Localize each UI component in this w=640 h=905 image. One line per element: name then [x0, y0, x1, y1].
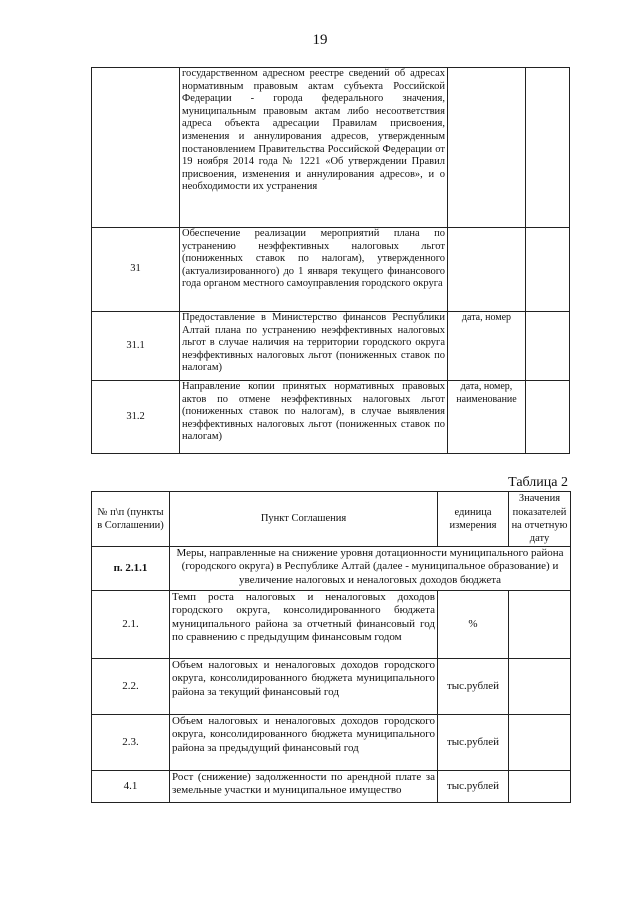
row-unit	[448, 68, 526, 228]
row-text: Рост (снижение) задолженности по арендной плате за земельные участки и муниципальное имущество	[170, 771, 438, 803]
table-row	[92, 381, 570, 454]
row-value	[509, 715, 571, 771]
row-number	[92, 68, 180, 228]
row-number: 31.1	[92, 312, 180, 381]
header-value: Значения показателей на отчетную дату	[509, 492, 571, 547]
indicators-table	[91, 491, 571, 803]
row-text: государственном адресном реестре сведений об адресах нормативным правовым актам субъекта Российской Федерации - города федерального значения, муниципальным правовым актам либо несоответствия адреса объекта адресации Правилам присвоения, изменения и аннулирования адресов, утвержденным постановлением Правительства Российской Федерации от 19 ноября 2014 года № 1221 «Об утверждении Правил присвоения, изменения и аннулирования адресов», и о необходимости их устранения	[180, 68, 448, 228]
row-value	[526, 228, 570, 312]
row-text: Темп роста налоговых и неналоговых доходов городского округа, консолидированного бюджета муниципального района за отчетный финансовый год по сравнению с предыдущим финансовым годом	[170, 591, 438, 659]
section-text: Меры, направленные на снижение уровня дотационности муниципального района (городского округа) в Республике Алтай (далее - муниципальное образование) и увеличение налоговых и неналоговых доходов бюджета	[170, 547, 571, 591]
row-number: 2.1.	[92, 591, 170, 659]
row-number: 2.3.	[92, 715, 170, 771]
table-row	[92, 68, 570, 228]
table-row	[92, 228, 570, 312]
table-caption: Таблица 2	[508, 475, 568, 490]
row-unit	[448, 228, 526, 312]
row-unit: тыс.рублей	[438, 771, 509, 803]
row-text: Обеспечение реализации мероприятий плана по устранению неэффективных налоговых льгот (пониженных ставок по налогам), утвержденного (актуализированного) до 1 января текущего финансового года органом местного самоуправления городского округа	[180, 228, 448, 312]
row-unit: дата, номер, наименование	[448, 381, 526, 454]
row-text: Объем налоговых и неналоговых доходов городского округа, консолидированного бюджета муниципального района за предыдущий финансовый год	[170, 715, 438, 771]
row-number: 4.1	[92, 771, 170, 803]
section-row	[92, 547, 571, 591]
row-value	[509, 659, 571, 715]
header-item: Пункт Соглашения	[170, 492, 438, 547]
row-text: Направление копии принятых нормативных правовых актов по отмене неэффективных налоговых льгот (пониженных ставок по налогам), в случае выявления неэффективных налоговых льгот (пониженных ставок по налогам)	[180, 381, 448, 454]
row-text: Объем налоговых и неналоговых доходов городского округа, консолидированного бюджета муниципального района за текущий финансовый год	[170, 659, 438, 715]
table-row	[92, 715, 571, 771]
row-value	[526, 312, 570, 381]
row-number: 31	[92, 228, 180, 312]
table-row	[92, 591, 571, 659]
row-unit: тыс.рублей	[438, 715, 509, 771]
row-value	[509, 591, 571, 659]
row-unit: %	[438, 591, 509, 659]
header-num: № п\п (пункты в Соглашении)	[92, 492, 170, 547]
table-row	[92, 312, 570, 381]
row-value	[526, 68, 570, 228]
header-row	[92, 492, 571, 547]
page-number: 19	[312, 32, 328, 48]
table-row	[92, 659, 571, 715]
row-number: 2.2.	[92, 659, 170, 715]
row-value	[526, 381, 570, 454]
row-number: 31.2	[92, 381, 180, 454]
header-unit: единица измерения	[438, 492, 509, 547]
table-row	[92, 771, 571, 803]
row-unit: дата, номер	[448, 312, 526, 381]
row-value	[509, 771, 571, 803]
row-text: Предоставление в Министерство финансов Республики Алтай плана по устранению неэффективных налоговых льгот в случае наличия на территории городского округа неэффективных налоговых льгот (пониженных ставок по налогам)	[180, 312, 448, 381]
row-unit: тыс.рублей	[438, 659, 509, 715]
continuation-table	[91, 67, 570, 454]
section-number: п. 2.1.1	[92, 547, 170, 591]
